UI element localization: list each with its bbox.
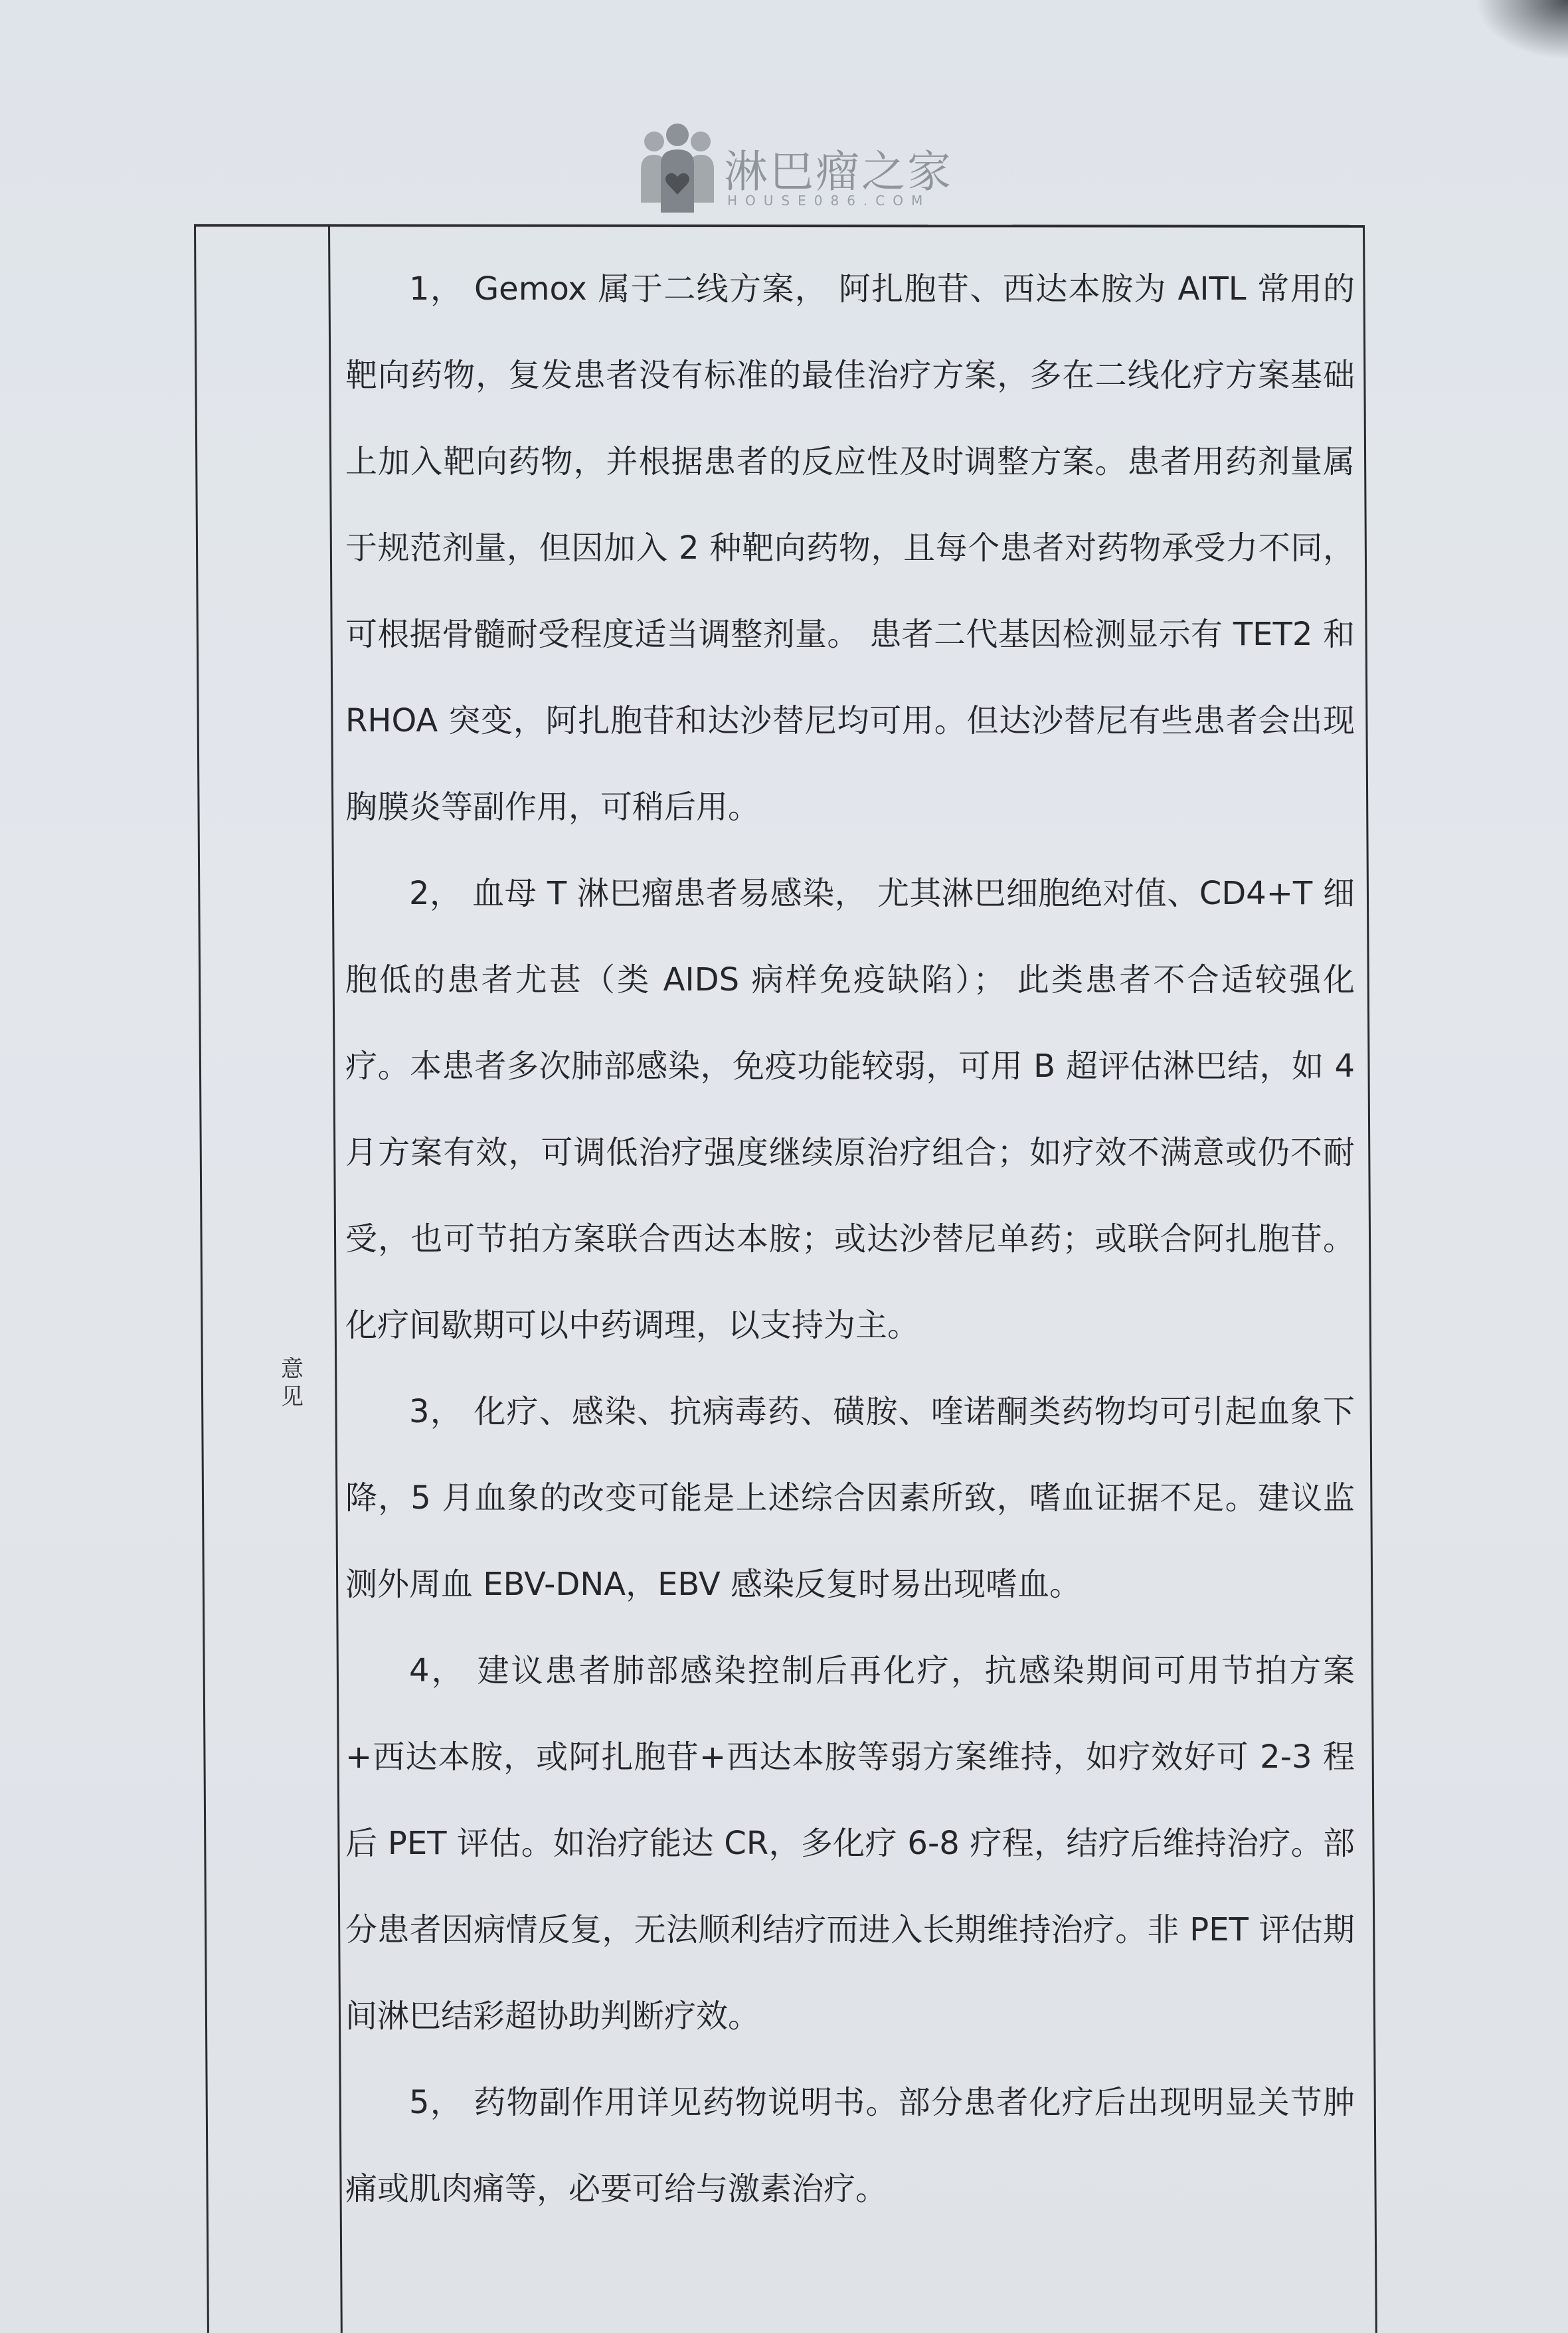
table-left-border <box>194 226 209 2333</box>
paragraph-1: 1， Gemox 属于二线方案， 阿扎胞苷、西达本胺为 AITL 常用的靶向药物，复发患者没有标准的最佳治疗方案，多在二线化疗方案基础上加入靶向药物，并根据患者的反应性及时调整方案。患者用药剂量属于规范剂量，但因加入 2 种靶向药物，且每个患者对药物承受力不同，可根据骨髓耐受程度适当调整剂量。 患者二代基因检测显示有 TET2 和 RHOA 突变，阿扎胞苷和达沙替尼均可用。但达沙替尼有些患者会出现胸膜炎等副作用，可稍后用。 <box>345 270 1355 826</box>
paragraph-2: 2， 血母 T 淋巴瘤患者易感染， 尤其淋巴细胞绝对值、CD4+T 细胞低的患者尤甚（类 AIDS 病样免疫缺陷）； 此类患者不合适较强化疗。本患者多次肺部感染，免疫功能较弱，可用 B 超评估淋巴结，如 4 月方案有效，可调低治疗强度继续原治疗组合；如疗效不满意或仍不耐受，也可节拍方案联合西达本胺；或达沙替尼单药；或联合阿扎胞苷。化疗间歇期可以中药调理，以支持为主。 <box>345 875 1355 1344</box>
watermark-logo <box>634 123 953 223</box>
photo-corner-shadow <box>1475 0 1568 60</box>
table-right-border <box>1363 226 1377 2333</box>
logo-title: 淋巴瘤之家 <box>724 146 953 197</box>
table-column-divider <box>328 226 343 2333</box>
opinion-content <box>345 246 1355 2232</box>
table-top-border <box>194 224 1365 228</box>
opinion-label-char: 意 <box>281 1356 304 1382</box>
family-heart-icon <box>634 123 721 216</box>
opinion-label <box>272 1355 312 1411</box>
paragraph-4: 4， 建议患者肺部感染控制后再化疗，抗感染期间可用节拍方案+西达本胺，或阿扎胞苷+西达本胺等弱方案维持，如疗效好可 2-3 程后 PET 评估。如治疗能达 CR，多化疗 6-8 疗程，结疗后维持治疗。部分患者因病情反复，无法顺利结疗而进入长期维持治疗。非 PET 评估期间淋巴结彩超协助判断疗效。 <box>345 1652 1355 2035</box>
opinion-label-char: 见 <box>281 1384 304 1410</box>
paragraph-5: 5， 药物副作用详见药物说明书。部分患者化疗后出现明显关节肿痛或肌肉痛等，必要可给与激素治疗。 <box>345 2084 1355 2207</box>
paragraph-3: 3， 化疗、感染、抗病毒药、磺胺、喹诺酮类药物均可引起血象下降，5 月血象的改变可能是上述综合因素所致，嗜血证据不足。建议监测外周血 EBV-DNA，EBV 感染反复时易出现嗜血。 <box>345 1393 1355 1603</box>
logo-subtitle: HOUSE086.COM <box>727 193 931 209</box>
